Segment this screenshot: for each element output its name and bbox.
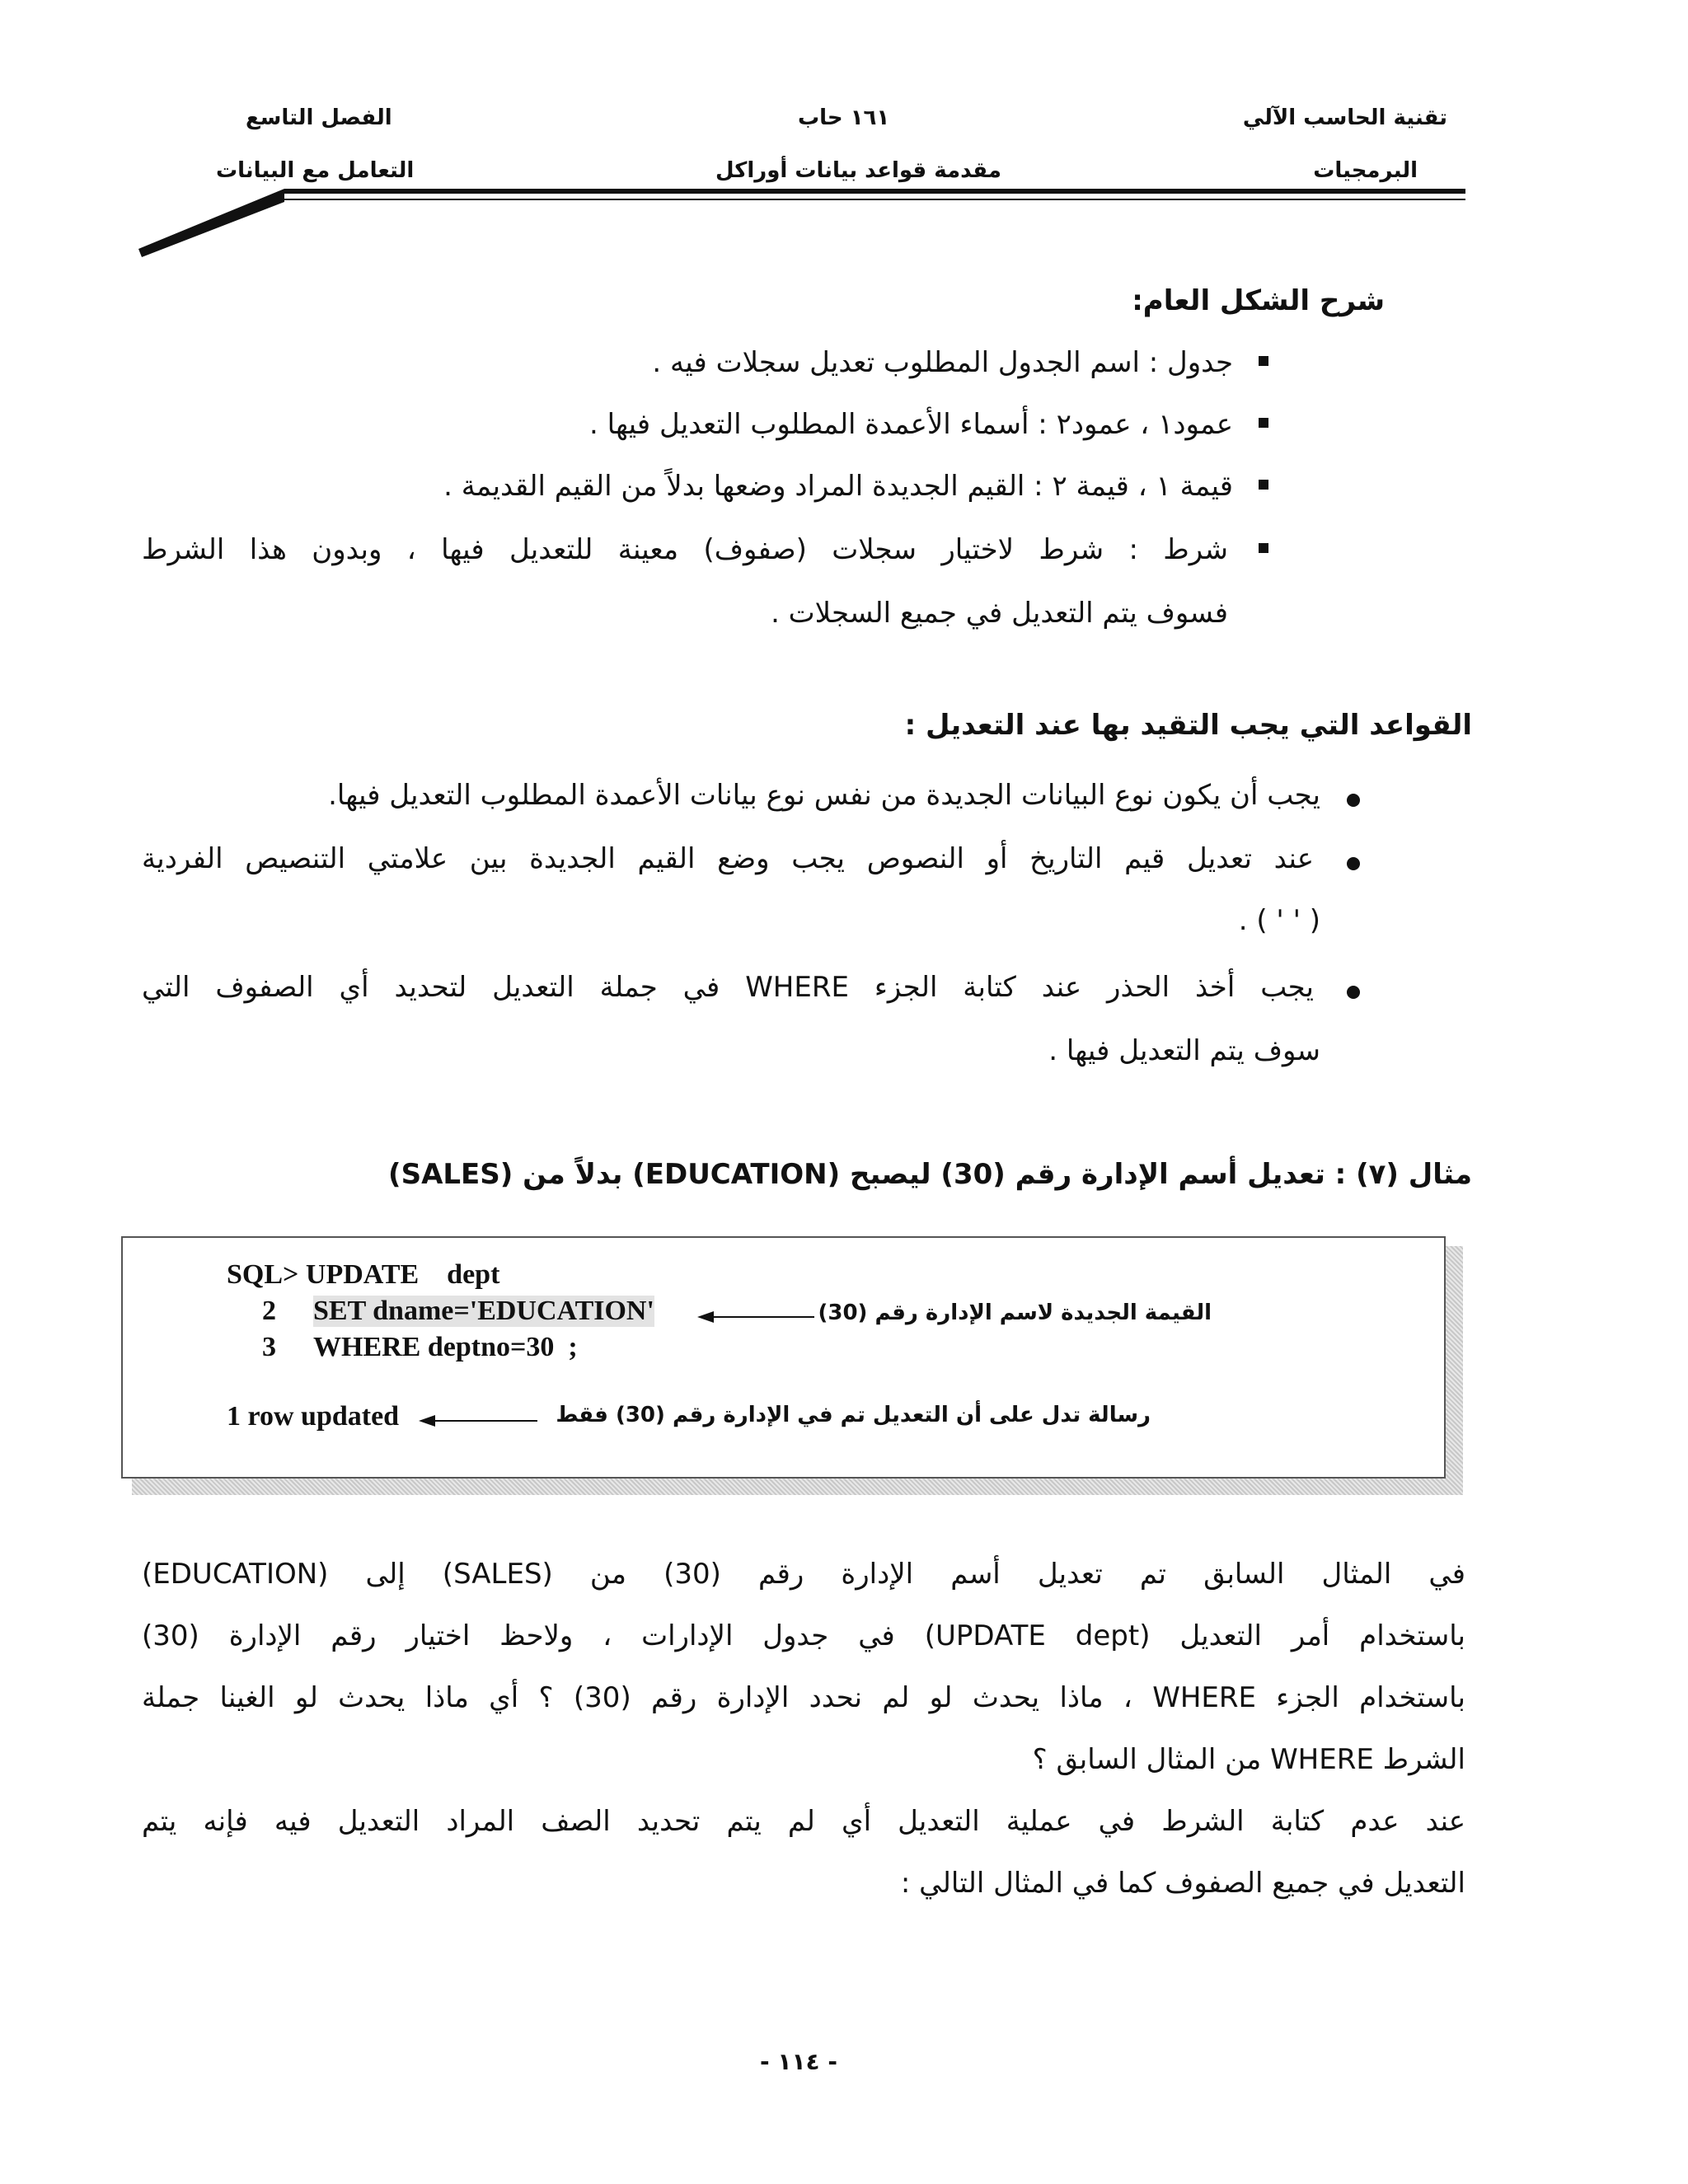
syntax-item-values: قيمة ١ ، قيمة ٢ : القيم الجديدة المراد وضعها بدلاً من القيم القديمة . [443,470,1233,503]
rule-where-caution-continued: سوف يتم التعديل فيها . [1048,1034,1320,1067]
header-course-name: مقدمة قواعد بيانات أوراكل [715,158,1001,183]
round-bullet-icon [1347,986,1360,999]
code-line-number-3: 3 [262,1332,276,1362]
square-bullet-icon [1259,418,1268,428]
code-result-message: 1 row updated [227,1401,400,1432]
round-bullet-icon [1347,857,1360,870]
header-course-code: ١٦١ حاب [798,105,890,130]
rule-where-caution: يجب أخذ الحذر عند كتابة الجزء WHERE في جملة التعديل لتحديد أي الصفوف التي [142,971,1314,1004]
syntax-item-columns: عمود١ ، عمود٢ : أسماء الأعمدة المطلوب التعديل فيها . [589,408,1233,441]
arrow-left-icon [419,1415,537,1427]
header-chapter-number: الفصل التاسع [246,105,392,130]
page-number: - ١١٤ - [760,2048,838,2075]
rule-quotes: عند تعديل قيم التاريخ أو النصوص يجب وضع القيم الجديدة بين علامتي التنصيص الفردية [142,842,1314,875]
annotation-new-value: القيمة الجديدة لاسم الإدارة رقم (30) [818,1301,1212,1325]
example-title: مثال (٧) : تعديل أسم الإدارة رقم (30) ليصبح (EDUCATION) بدلاً من (SALES) [388,1158,1472,1191]
code-line-3: WHERE deptno=30 ; [313,1332,578,1362]
header-course-title: تقنية الحاسب الآلي [1242,105,1447,130]
arrow-left-icon [697,1311,814,1323]
code-line-1: SQL> UPDATE dept [227,1259,500,1290]
explanation-p2-line1: عند عدم كتابة الشرط في عملية التعديل أي لم يتم تحديد الصف المراد التعديل فيه فإنه يتم [142,1805,1465,1838]
rules-heading: القواعد التي يجب التقيد بها عند التعديل : [904,709,1472,742]
square-bullet-icon [1259,543,1268,553]
square-bullet-icon [1259,356,1268,366]
annotation-result: رسالة تدل على أن التعديل تم في الإدارة رقم (30) فقط [556,1403,1151,1427]
rule-data-type: يجب أن يكون نوع البيانات الجديدة من نفس نوع بيانات الأعمدة المطلوب التعديل فيها. [328,779,1320,812]
syntax-item-condition-continued: فسوف يتم التعديل في جميع السجلات . [771,597,1228,630]
syntax-explanation-heading: شرح الشكل العام: [1132,284,1385,317]
explanation-p1-line2: باستخدام أمر التعديل (UPDATE dept) في جدول الإدارات ، ولاحظ اختيار رقم الإدارة (30) [142,1619,1466,1652]
syntax-item-table: جدول : اسم الجدول المطلوب تعديل سجلات فيه . [652,346,1233,379]
code-line-2: SET dname='EDUCATION' [313,1296,654,1326]
header-chapter-title: التعامل مع البيانات [216,158,415,183]
explanation-p1-line4: الشرط WHERE من المثال السابق ؟ [1032,1743,1465,1776]
header-department: البرمجيات [1313,158,1418,183]
square-bullet-icon [1259,480,1268,490]
code-line-number-2: 2 [262,1296,276,1326]
syntax-item-condition: شرط : شرط لاختيار سجلات (صفوف) معينة للتعديل فيها ، وبدون هذا الشرط [142,533,1228,566]
explanation-p1-line3: باستخدام الجزء WHERE ، ماذا يحدث لو لم نحدد الإدارة رقم (30) ؟ أي ماذا يحدث لو الغينا جملة [142,1681,1465,1714]
explanation-p2-line2: التعديل في جميع الصفوف كما في المثال التالي : [900,1867,1465,1900]
header-rule-lines [0,0,1688,272]
round-bullet-icon [1347,794,1360,807]
explanation-p1-line1: في المثال السابق تم تعديل أسم الإدارة رقم (30) من (SALES) إلى (EDUCATION) [142,1558,1465,1591]
rule-quotes-marks: . ( ' ' ) [1238,904,1320,937]
